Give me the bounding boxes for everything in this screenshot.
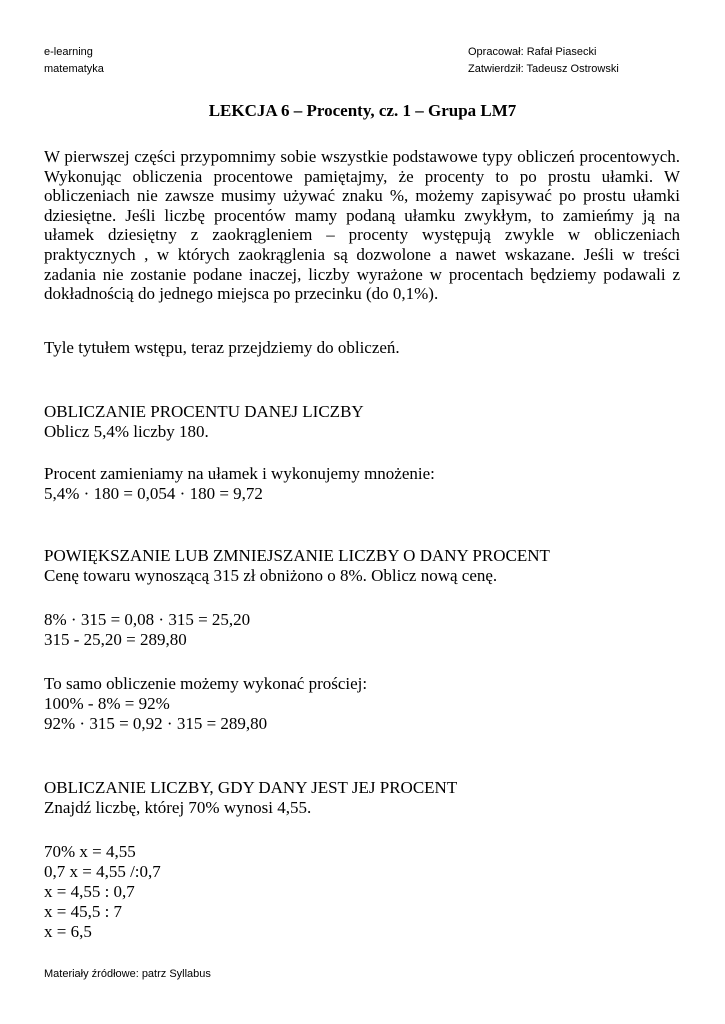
section2-task: Cenę towaru wynoszącą 315 zł obniżono o 8%. Oblicz nową cenę. — [44, 566, 498, 585]
section1-line: Procent zamieniamy na ułamek i wykonujemy mnożenie: — [44, 464, 435, 483]
intro-closing: Tyle tytułem wstępu, teraz przejdziemy do obliczeń. — [44, 338, 400, 357]
section3-line: 0,7 x = 4,55 /:0,7 — [44, 862, 161, 881]
section3-line: 70% x = 4,55 — [44, 842, 136, 861]
section1-heading: OBLICZANIE PROCENTU DANEJ LICZBY — [44, 402, 364, 421]
section1-task: Oblicz 5,4% liczby 180. — [44, 422, 209, 441]
section2-alt-line: 92% · 315 = 0,92 · 315 = 289,80 — [44, 714, 268, 733]
section3-task: Znajdź liczbę, której 70% wynosi 4,55. — [44, 798, 312, 817]
section3-line: x = 4,55 : 0,7 — [44, 882, 135, 901]
header-author: Opracował: Rafał Piasecki — [468, 46, 597, 58]
section3-heading: OBLICZANIE LICZBY, GDY DANY JEST JEJ PROCENT — [44, 778, 458, 797]
header-left — [44, 44, 104, 78]
section2-calc-line: 315 - 25,20 = 289,80 — [44, 630, 187, 649]
header-right — [468, 44, 619, 78]
section2-calc-line: 8% · 315 = 0,08 · 315 = 25,20 — [44, 610, 251, 629]
section3-line: x = 45,5 : 7 — [44, 902, 123, 921]
header-approver: Zatwierdził: Tadeusz Ostrowski — [468, 63, 619, 75]
footer-sources: Materiały źródłowe: patrz Syllabus — [44, 968, 211, 980]
section2-heading: POWIĘKSZANIE LUB ZMNIEJSZANIE LICZBY O DANY PROCENT — [44, 546, 550, 565]
header-subject: matematyka — [44, 63, 104, 75]
page-title: LEKCJA 6 – Procenty, cz. 1 – Grupa LM7 — [208, 101, 517, 120]
section3-line: x = 6,5 — [44, 922, 92, 941]
section1-line: 5,4% · 180 = 0,054 · 180 = 9,72 — [44, 484, 263, 503]
section2-alt-line: 100% - 8% = 92% — [44, 694, 170, 713]
header-course: e-learning — [44, 46, 93, 58]
section2-alt-line: To samo obliczenie możemy wykonać prościej: — [44, 674, 368, 693]
intro-paragraph: W pierwszej części przypomnimy sobie wszystkie podstawowe typy obliczeń procentowych. Wykonując obliczenia procentowe pamiętajmy, że procenty to po prostu ułamki. W obliczeniach nie zawsze musimy używać znaku %, możemy zapisywać po prostu ułamki dziesiętne. Jeśli liczbę procentów mamy podaną ułamku zwykłym, to zamieńmy ją na ułamek dziesiętny z zaokrągleniem – procenty występują zwykle w obliczeniach praktycznych , w których zaokrąglenia są dozwolone a nawet wskazane. Jeśli w treści zadania nie zostanie podane inaczej, liczby wyrażone w procentach będziemy podawali z dokładnością do jednego miejsca po przecinku (do 0,1%). — [44, 147, 680, 304]
